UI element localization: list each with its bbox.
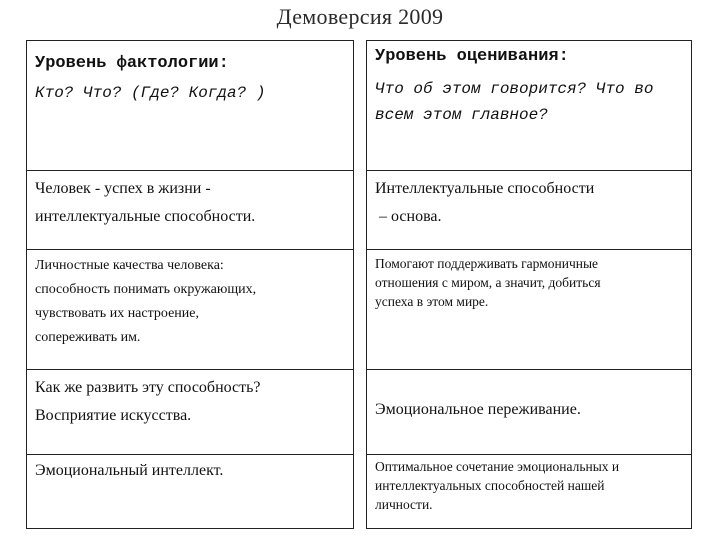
right-row-5	[367, 455, 691, 528]
right-column-table	[366, 40, 692, 529]
left-row-2-line-2: интеллектуальные способности.	[35, 208, 256, 225]
right-row-2-line-2: – основа.	[375, 208, 442, 225]
right-row-2	[367, 171, 691, 250]
left-row-5	[27, 455, 353, 528]
right-row-4-line-1: Эмоциональное переживание.	[375, 401, 581, 418]
left-row-3-line-1: Личностные качества человека:	[35, 258, 224, 273]
right-row-2-line-1: Интеллектуальные способности	[375, 180, 595, 197]
right-questions-line-2: всем этом главное?	[375, 106, 548, 124]
left-row-3	[27, 250, 353, 370]
right-row-5-line-3: личности.	[375, 497, 433, 512]
right-row-1	[367, 41, 691, 171]
left-column-table	[26, 40, 354, 529]
right-row-3-line-2: отношения с миром, а значит, добиться	[375, 275, 601, 290]
right-row-3	[367, 250, 691, 370]
left-row-4-line-1: Как же развить эту способность?	[35, 379, 261, 396]
right-row-3-line-1: Помогают поддерживать гармоничные	[375, 256, 599, 271]
left-row-4-line-2: Восприятие искусства.	[35, 407, 192, 424]
slide-title: Демоверсия 2009	[276, 4, 444, 29]
right-row-5-line-2: интеллектуальных способностей нашей	[375, 478, 605, 493]
left-row-1	[27, 41, 353, 171]
right-row-4	[367, 370, 691, 455]
right-row-5-line-1: Оптимальное сочетание эмоциональных и	[375, 459, 620, 474]
left-row-4	[27, 370, 353, 455]
left-row-3-line-4: сопереживать им.	[35, 330, 141, 345]
left-row-3-line-2: способность понимать окружающих,	[35, 282, 257, 297]
left-row-5-line-1: Эмоциональный интеллект.	[35, 462, 224, 479]
left-row-3-line-3: чувствовать их настроение,	[35, 306, 199, 321]
left-questions: Кто? Что? (Где? Когда? )	[35, 84, 266, 102]
right-row-3-line-3: успеха в этом мире.	[375, 294, 489, 309]
left-row-2-line-1: Человек - успех в жизни -	[35, 180, 211, 197]
right-heading: Уровень оценивания:	[375, 47, 569, 66]
left-row-2	[27, 171, 353, 250]
left-heading: Уровень фактологии:	[35, 54, 229, 73]
right-questions-line-1: Что об этом говорится? Что во	[375, 80, 654, 98]
